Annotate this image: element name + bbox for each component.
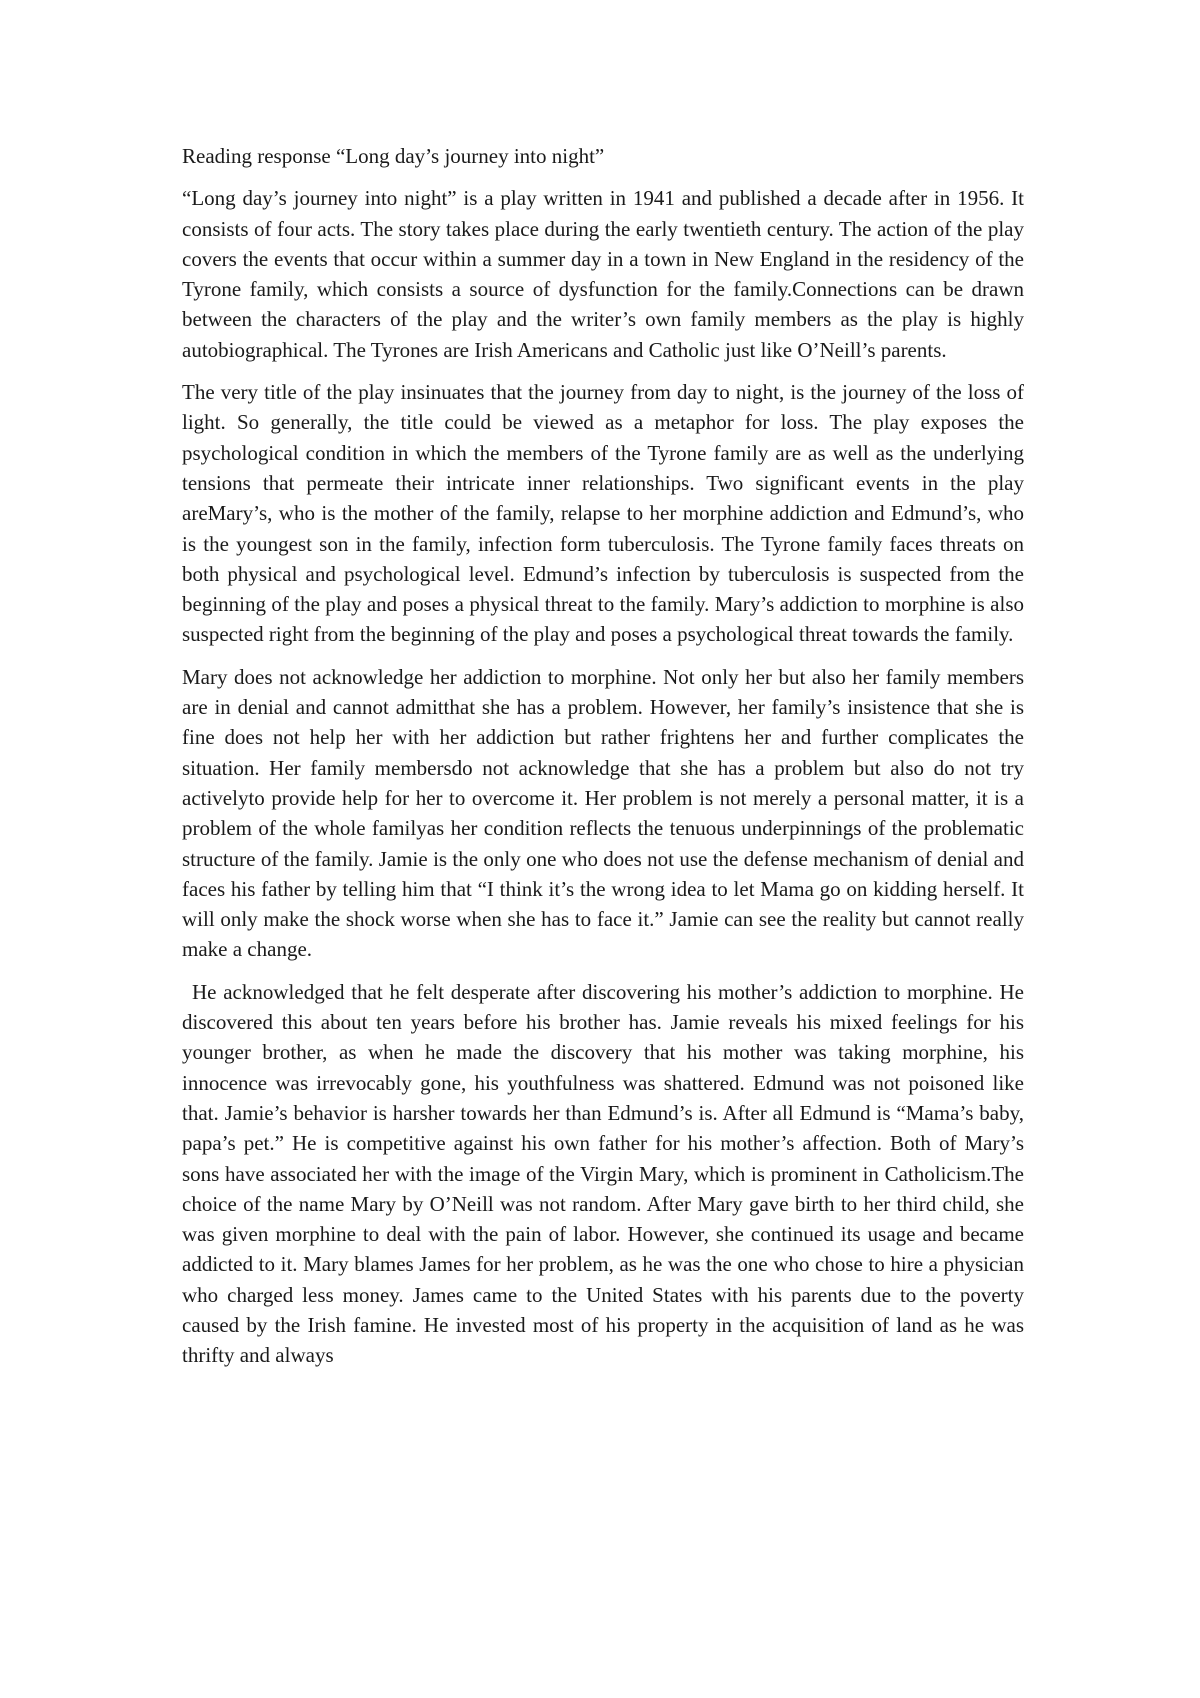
- paragraph-title-meaning: The very title of the play insinuates that the journey from day to night, is the journey of the loss of light. So generally, the title could be viewed as a metaphor for loss. The play exposes the psychological condition in which the members of the Tyrone family are as well as the underlying tensions that permeate their intricate inner relationships. Two significant events in the play areMary’s, who is the mother of the family, relapse to her morphine addiction and Edmund’s, who is the youngest son in the family, infection form tuberculosis. The Tyrone family faces threats on both physical and psychological level. Edmund’s infection by tuberculosis is suspected from the beginning of the play and poses a physical threat to the family. Mary’s addiction to morphine is also suspected right from the beginning of the play and poses a psychological threat towards the family.: [182, 380, 1024, 647]
- paragraph-mary-denial: Mary does not acknowledge her addiction to morphine. Not only her but also her family members are in denial and cannot admitthat she has a problem. However, her family’s insistence that she is fine does not help her with her addiction but rather frightens her and further complicates the situation. Her family membersdo not acknowledge that she has a problem but also do not try activelyto provide help for her to overcome it. Her problem is not merely a personal matter, it is a problem of the whole familyas her condition reflects the tenuous underpinnings of the problematic structure of the family. Jamie is the only one who does not use the defense mechanism of denial and faces his father by telling him that “I think it’s the wrong idea to let Mama go on kidding herself. It will only make the shock worse when she has to face it.” Jamie can see the reality but cannot really make a change.: [182, 664, 1024, 962]
- paragraph-introduction: “Long day’s journey into night” is a play written in 1941 and published a decade after in 1956. It consists of four acts. The story takes place during the early twentieth century. The action of the play covers the events that occur within a summer day in a town in New England in the residency of the Tyrone family, which consists a source of dysfunction for the family.Connections can be drawn between the characters of the play and the writer’s own family members as the play is highly autobiographical. The Tyrones are Irish Americans and Catholic just like O’Neill’s parents.: [182, 186, 1024, 362]
- document-title: Reading response “Long day’s journey into night”: [182, 144, 605, 168]
- document-body: [182, 141, 1024, 1383]
- paragraph-jamie-edmund: He acknowledged that he felt desperate after discovering his mother’s addiction to morphine. He discovered this about ten years before his brother has. Jamie reveals his mixed feelings for his younger brother, as when he made the discovery that his mother was taking morphine, his innocence was irrevocably gone, his youthfulness was shattered. Edmund was not poisoned like that. Jamie’s behavior is harsher towards her than Edmund’s is. After all Edmund is “Mama’s baby, papa’s pet.” He is competitive against his own father for his mother’s affection. Both of Mary’s sons have associated her with the image of the Virgin Mary, which is prominent in Catholicism.The choice of the name Mary by O’Neill was not random. After Mary gave birth to her third child, she was given morphine to deal with the pain of labor. However, she continued its usage and became addicted to it. Mary blames James for her problem, as he was the one who chose to hire a physician who charged less money. James came to the United States with his parents due to the poverty caused by the Irish famine. He invested most of his property in the acquisition of land as he was thrifty and always: [182, 979, 1024, 1368]
